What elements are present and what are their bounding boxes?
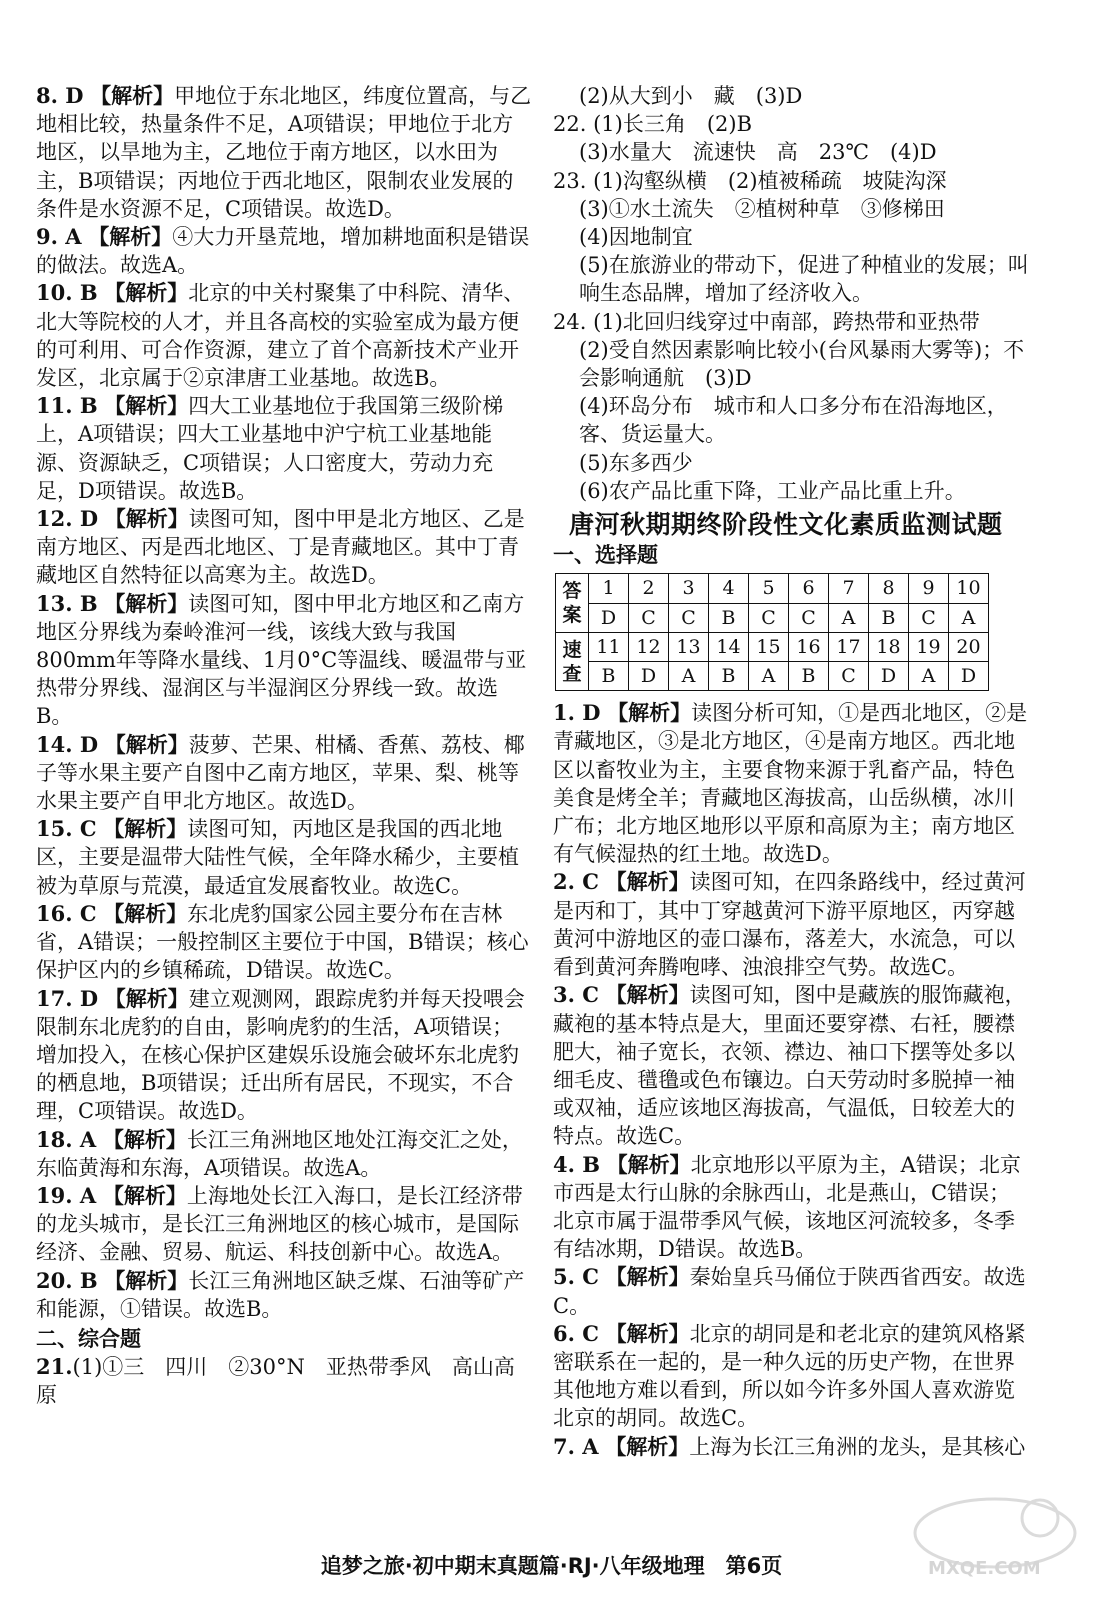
question-number: 15. C (36, 816, 97, 842)
analysis-tag: 【解析】 (104, 731, 189, 757)
answer-item (36, 900, 534, 985)
question-number-cell: 10 (949, 574, 989, 603)
analysis-text: 读图分析可知，①是西北地区，②是青藏地区，③是北方地区，④是南方地区。西北地区以畜牧业为主，主要食物来源于乳畜产品，特色美食是烤全羊；青藏地区海拔高，山岳纵横，冰川广布；北方地区地形以平原和高原为主；南方地区有气候湿热的红土地。故选D。 (553, 701, 1028, 867)
analysis-text: 读图可知，图中甲北方地区和乙南方地区分界线为秦岭淮河一线，该线大致与我国800mm年等降水量线、1月0°C等温线、暖温带与亚热带分界线、湿润区与半湿润区分界线一致。故选B。 (36, 591, 527, 729)
analysis-text: 秦始皇兵马俑位于陕西省西安。故选C。 (553, 1265, 1026, 1318)
watermark-logo (900, 1488, 1090, 1588)
analysis-text: 四大工业基地位于我国第三级阶梯上，A项错误；四大工业基地中沪宁杭工业基地能源、资源缺乏，C项错误；人口密度大，劳动力充足，D项错误。故选B。 (36, 394, 504, 503)
question-number: 17. D (36, 985, 99, 1011)
question-number: 13. B (36, 590, 98, 616)
question-number: 14. D (36, 731, 99, 757)
analysis-tag: 【解析】 (90, 83, 175, 108)
section-one-heading: 一、选择题 (553, 543, 658, 568)
answer-item (36, 223, 534, 279)
answer-cell: B (709, 603, 749, 632)
question-number: 4. B (553, 1151, 600, 1177)
header-char: 速 (562, 638, 582, 661)
question-number: 21. (36, 1354, 73, 1380)
analysis-tag: 【解析】 (104, 590, 189, 616)
question-number: 11. B (36, 393, 98, 419)
analysis-text: 建立观测网，跟踪虎豹并每天投喂会限制东北虎豹的自由，影响虎豹的生活，A项错误；增加投入，在核心保护区建娱乐设施会破坏东北虎豹的栖息地，B项错误；迁出所有居民，不现实，不合理，C项错误。故选D。 (36, 986, 525, 1124)
analysis-text: 东北虎豹国家公园主要分布在吉林省，A错误；一般控制区主要位于中国，B错误；核心保护区内的乡镇稀疏，D错误。故选C。 (36, 901, 529, 983)
answer-line: 24. (1)北回归线穿过中南部，跨热带和亚热带 (553, 309, 980, 334)
right-top-answers (553, 82, 1031, 505)
analysis-tag: 【解析】 (104, 985, 189, 1011)
question-number-cell: 4 (709, 574, 749, 603)
answer-item (553, 1433, 1031, 1461)
question-number: 2. C (553, 869, 599, 895)
question-number-cell: 18 (869, 632, 909, 661)
question-number-cell: 2 (629, 574, 669, 603)
answer-cell: B (709, 662, 749, 691)
answer-line: (3)①水土流失 ②植树种草 ③修梯田 (579, 196, 945, 221)
question-number: 18. A (36, 1126, 97, 1152)
analysis-tag: 【解析】 (103, 816, 188, 842)
answer-cell: C (789, 603, 829, 632)
question-number: 7. A (553, 1433, 599, 1459)
answer-line: (4)环岛分布 城市和人口多分布在沿海地区，客、货运量大。 (579, 394, 1008, 447)
answer-item (36, 82, 534, 223)
answer-item (36, 1267, 534, 1323)
answer-cell: A (829, 603, 869, 632)
answer-line: (5)在旅游业的带动下，促进了种植业的发展；叫响生态品牌，增加了经济收入。 (579, 253, 1029, 306)
question-number: 3. C (553, 982, 599, 1008)
answer-cell: D (629, 662, 669, 691)
question-number-cell: 11 (589, 632, 629, 661)
answer-item (36, 1126, 534, 1182)
answer-line: (3)水量大 流速快 高 23℃ (4)D (579, 140, 937, 165)
page-footer: 追梦之旅·初中期末真题篇·RJ·八年级地理 第6页 (320, 1554, 783, 1578)
table-row (556, 603, 989, 632)
analysis-text: 读图可知，图中甲是北方地区、乙是南方地区、丙是西北地区、丁是青藏地区。其中丁青藏地区自然特征以高寒为主。故选D。 (36, 507, 525, 588)
question-number-cell: 8 (869, 574, 909, 603)
analysis-tag: 【解析】 (88, 224, 173, 250)
question-number-cell: 6 (789, 574, 829, 603)
answer-cell: C (749, 603, 789, 632)
analysis-text: 读图可知，在四条路线中，经过黄河是丙和丁，其中丁穿越黄河下游平原地区，丙穿越黄河中游地区的壶口瀑布，落差大，水流急，可以看到黄河奔腾咆哮、浊浪排空气势。故选C。 (553, 870, 1026, 980)
table-row (556, 632, 989, 661)
answer-cell: A (669, 662, 709, 691)
question-number: 12. D (36, 506, 99, 532)
answer-item (36, 731, 534, 816)
analysis-text: 读图可知，丙地区是我国的西北地区，主要是温带大陆性气候，全年降水稀少，主要植被为草原与荒漠，最适宜发展畜牧业。故选C。 (36, 817, 519, 898)
analysis-tag: 【解析】 (104, 280, 189, 306)
analysis-tag: 【解析】 (102, 1126, 187, 1152)
analysis-text: 菠萝、芒果、柑橘、香蕉、荔枝、椰子等水果主要产自图中乙南方地区，苹果、梨、桃等水果主要产自甲北方地区。故选D。 (36, 732, 525, 814)
answer-item (36, 279, 534, 392)
question-number: 19. A (36, 1182, 97, 1208)
answer-cell: C (829, 662, 869, 691)
section-two-heading: 二、综合题 (36, 1326, 141, 1351)
question-number: 10. B (36, 280, 98, 306)
analysis-text: 北京地形以平原为主，A错误；北京市西是太行山脉的余脉西山，北是燕山，C错误；北京市属于温带季风气候，该地区河流较多，冬季有结冰期，D错误。故选B。 (553, 1152, 1021, 1262)
answer-cell: A (909, 662, 949, 691)
question-number-cell: 19 (909, 632, 949, 661)
analysis-text: 读图可知，图中是藏族的服饰藏袍，藏袍的基本特点是大，里面还要穿襟、右衽，腰襟肥大，袖子宽长，衣领、襟边、袖口下摆等处多以细毛皮、氆氇或色布镶边。白天劳动时多脱掉一袖或双袖，适应该地区海拔高，气温低，日较差大的特点。故选C。 (553, 983, 1026, 1149)
answer-item (36, 392, 534, 505)
answer-item (553, 1320, 1031, 1433)
answer-cell: A (949, 603, 989, 632)
question-number: 9. A (36, 224, 82, 250)
question-number-cell: 14 (709, 632, 749, 661)
question-number: 8. D (36, 83, 84, 108)
right-bottom-explanations (553, 699, 1031, 1460)
answer-line: (5)东多西少 (579, 450, 693, 475)
header-char: 查 (562, 662, 582, 685)
analysis-text: 甲地位于东北地区，纬度位置高，与乙地相比较，热量条件不足，A项错误；甲地位于北方地区，以旱地为主，乙地位于南方地区，以水田为主，B项错误；丙地位于西北地区，限制农业发展的条件是水资源不足，C项错误。故选D。 (36, 84, 532, 221)
answer-item (36, 1182, 534, 1267)
question-number-cell: 7 (829, 574, 869, 603)
question-number-cell: 3 (669, 574, 709, 603)
analysis-text: 上海为长江三角洲的龙头，是其核心 (689, 1434, 1026, 1459)
question-number-cell: 15 (749, 632, 789, 661)
analysis-tag: 【解析】 (605, 1433, 690, 1459)
table-row (556, 574, 989, 603)
analysis-tag: 【解析】 (605, 1264, 690, 1290)
answer-cell: B (869, 603, 909, 632)
analysis-tag: 【解析】 (102, 1182, 187, 1208)
analysis-tag: 【解析】 (606, 1151, 691, 1177)
table-header-cell (556, 632, 589, 690)
analysis-tag: 【解析】 (103, 900, 188, 926)
analysis-tag: 【解析】 (605, 869, 690, 895)
answer-item (36, 590, 534, 731)
question-number: 1. D (553, 700, 601, 726)
answer-cell: C (669, 603, 709, 632)
right-column (553, 82, 1031, 1461)
left-column (36, 82, 534, 1410)
analysis-tag: 【解析】 (104, 506, 189, 532)
answer-cell: D (949, 662, 989, 691)
question-number: 5. C (553, 1264, 599, 1290)
answer-line: (4)因地制宜 (579, 225, 693, 250)
answer-line: (6)农产品比重下降，工业产品比重上升。 (579, 478, 966, 503)
analysis-text: 长江三角洲地区缺乏煤、石油等矿产和能源，①错误。故选B。 (36, 1268, 525, 1321)
question-number-cell: 5 (749, 574, 789, 603)
question-number-cell: 17 (829, 632, 869, 661)
table-row (556, 662, 989, 691)
answer-cell: D (869, 662, 909, 691)
analysis-text: ④大力开垦荒地，增加耕地面积是错误的做法。故选A。 (36, 225, 530, 278)
answer-item (553, 868, 1031, 981)
answer-item (36, 1353, 534, 1409)
answer-cell: C (909, 603, 949, 632)
analysis-tag: 【解析】 (104, 393, 189, 419)
answer-line: 22. (1)长三角 (2)B (553, 112, 752, 137)
analysis-tag: 【解析】 (104, 1267, 189, 1293)
question-number: 20. B (36, 1267, 98, 1293)
question-number-cell: 20 (949, 632, 989, 661)
answer-text: (1)①三 四川 ②30°N 亚热带季风 高山高原 (36, 1355, 515, 1408)
answer-cell: B (589, 662, 629, 691)
answer-cell: D (589, 603, 629, 632)
answer-cell: A (749, 662, 789, 691)
answer-item (553, 699, 1031, 868)
analysis-text: 长江三角洲地区地处江海交汇之处，东临黄海和东海，A项错误。故选A。 (36, 1127, 523, 1180)
analysis-text: 北京的中关村聚集了中科院、清华、北大等院校的人才，并且各高校的实验室成为最方便的可利用、可合作资源，建立了首个高新技术产业开发区，北京属于②京津唐工业基地。故选B。 (36, 281, 525, 391)
question-number-cell: 12 (629, 632, 669, 661)
question-number-cell: 9 (909, 574, 949, 603)
analysis-text: 北京的胡同是和老北京的建筑风格紧密联系在一起的，是一种久远的历史产物，在世界其他地方难以看到，所以如今许多外国人喜欢游览北京的胡同。故选C。 (553, 1321, 1026, 1431)
answer-item (553, 1263, 1031, 1319)
exam-title: 唐河秋期期终阶段性文化素质监测试题 (569, 510, 1003, 540)
analysis-tag: 【解析】 (605, 1320, 690, 1346)
answer-quick-check-table (555, 573, 989, 691)
answer-item (36, 505, 534, 590)
question-number: 16. C (36, 900, 97, 926)
analysis-tag: 【解析】 (605, 982, 690, 1008)
answer-item (553, 981, 1031, 1150)
answer-line: (2)从大到小 藏 (3)D (579, 84, 803, 108)
question-number-cell: 16 (789, 632, 829, 661)
answer-cell: B (789, 662, 829, 691)
answer-line: 23. (1)沟壑纵横 (2)植被稀疏 坡陡沟深 (553, 168, 947, 193)
analysis-tag: 【解析】 (607, 700, 692, 726)
question-number: 6. C (553, 1320, 599, 1346)
watermark-text: MXQE.COM (928, 1558, 1041, 1579)
answer-item (553, 1151, 1031, 1264)
answer-item (36, 985, 534, 1126)
table-header-cell: 答 案 (556, 574, 589, 632)
answer-cell: C (629, 603, 669, 632)
answer-item (36, 815, 534, 900)
question-number-cell: 1 (589, 574, 629, 603)
question-number-cell: 13 (669, 632, 709, 661)
analysis-text: 上海地处长江入海口，是长江经济带的龙头城市，是长江三角洲地区的核心城市，是国际经济、金融、贸易、航运、科技创新中心。故选A。 (36, 1183, 523, 1265)
answer-line: (2)受自然因素影响比较小(台风暴雨大雾等)；不会影响通航 (3)D (579, 337, 1025, 391)
